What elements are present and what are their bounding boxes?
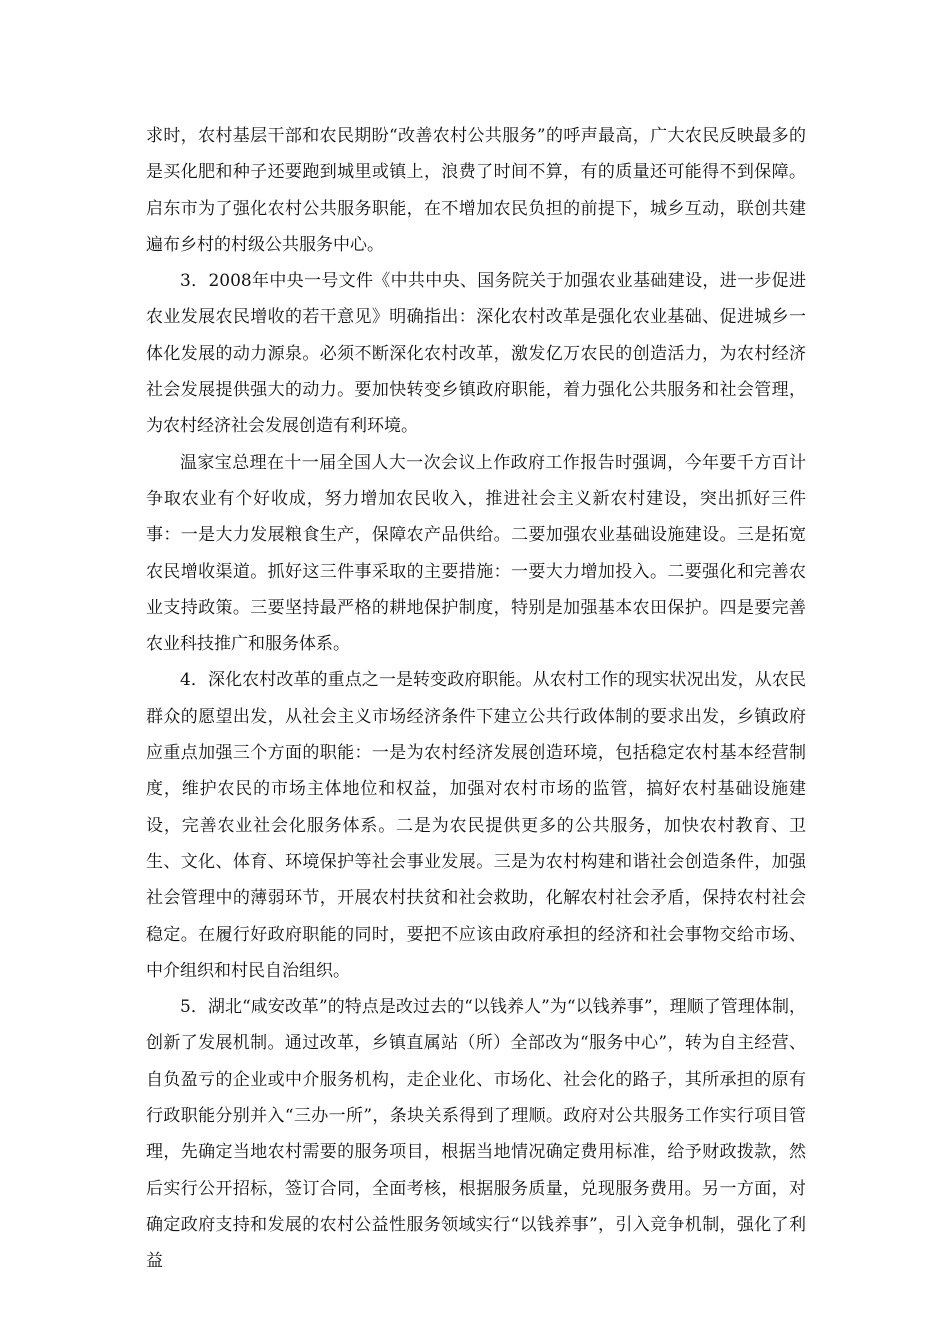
paragraph-continuation: 求时，农村基层干部和农民期盼“改善农村公共服务”的呼声最高，广大农民反映最多的是买化肥和种子还要跑到城里或镇上，浪费了时间不算，有的质量还可能得不到保障。启东市为了强化农村公共服务职能，在不增加农民负担的前提下，城乡互动，联创共建遍布乡村的村级公共服务中心。 (146, 126, 806, 255)
paragraph-item-5: 5．湖北“咸安改革”的特点是改过去的“以钱养人”为“以钱养事”，理顺了管理体制，创新了发展机制。通过改革，乡镇直属站（所）全部改为“服务中心”，转为自主经营、自负盈亏的企业或中介服务机构，走企业化、市场化、社会化的路子，其所承担的原有行政职能分别并入“三办一所”，条块关系得到了理顺。政府对公共服务工作实行项目管理，先确定当地农村需要的服务项目，根据当地情况确定费用标准，给予财政拨款，然后实行公开招标，签订合同，全面考核，根据服务质量，兑现服务费用。另一方面，对确定政府支持和发展的农村公益性服务领域实行“以钱养事”，引入竞争机制，强化了利益 (146, 997, 806, 1272)
paragraph-premier-report: 温家宝总理在十一届全国人大一次会议上作政府工作报告时强调，今年要千方百计争取农业有个好收成，努力增加农民收入，推进社会主义新农村建设，突出抓好三件事：一是大力发展粮食生产，保障农产品供给。二要加强农业基础设施建设。三是拓宽农民增收渠道。抓好这三件事采取的主要措施：一要大力增加投入。二要强化和完善农业支持政策。三要坚持最严格的耕地保护制度，特别是加强基本农田保护。四是要完善农业科技推广和服务体系。 (146, 452, 806, 655)
body-text (146, 118, 806, 1280)
paragraph-item-3: 3．2008年中央一号文件《中共中央、国务院关于加强农业基础建设，进一步促进农业发展农民增收的若干意见》明确指出：深化农村改革是强化农业基础、促进城乡一体化发展的动力源泉。必须不断深化农村改革，激发亿万农民的创造活力，为农村经济社会发展提供强大的动力。要加快转变乡镇政府职能，着力强化公共服务和社会管理，为农村经济社会发展创造有利环境。 (146, 271, 806, 437)
paragraph-item-4: 4．深化农村改革的重点之一是转变政府职能。从农村工作的现实状况出发，从农民群众的愿望出发，从社会主义市场经济条件下建立公共行政体制的要求出发，乡镇政府应重点加强三个方面的职能：一是为农村经济发展创造环境，包括稳定农村基本经营制度，维护农民的市场主体地位和权益，加强对农村市场的监管，搞好农村基础设施建设，完善农业社会化服务体系。二是为农民提供更多的公共服务，加快农村教育、卫生、文化、体育、环境保护等社会事业发展。三是为农村构建和谐社会创造条件，加强社会管理中的薄弱环节，开展农村扶贫和社会救助，化解农村社会矛盾，保持农村社会稳定。在履行好政府职能的同时，要把不应该由政府承担的经济和社会事物交给市场、中介组织和村民自治组织。 (146, 670, 806, 981)
